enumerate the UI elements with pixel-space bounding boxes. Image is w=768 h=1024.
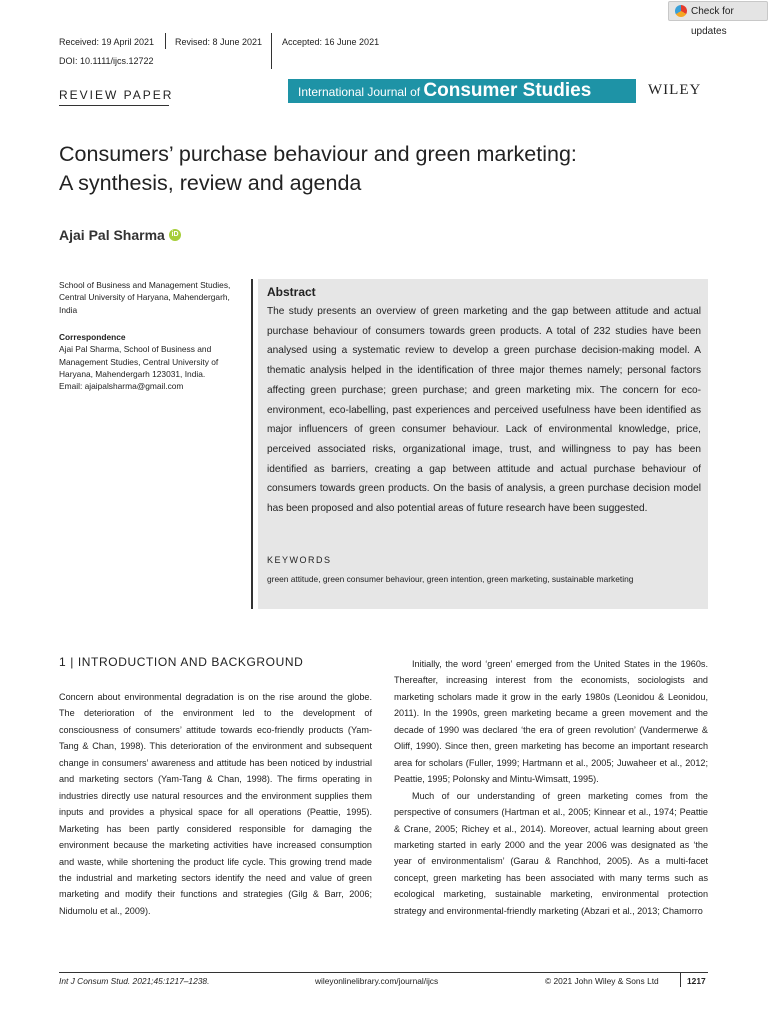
author-name[interactable]: Ajai Pal Sharma [59,227,165,243]
keywords-heading: KEYWORDS [267,555,332,565]
email[interactable]: Email: ajaipalsharma@gmail.com [59,381,184,392]
page-number: 1217 [687,976,706,986]
footer-divider [680,973,681,987]
section-label-underline [59,105,169,106]
revised-date: Revised: 8 June 2021 [175,37,263,47]
paragraph: Initially, the word ‘green’ emerged from the United States in the 1960s. Thereafter, increasing interest from the economists, sociologists and marketing scholars made it grow in the early 1980s (Leonidou & Leonidou, 2011). In the 1990s, green marketing became a green movement and the decade of 1990 was declared ‘the era of green revolution’ (Vandermerwe & Oliff, 1990). Since then, green marketing has become an important research area for scholars (Fuller, 1999; Hartmann et al., 2005; Juwaheer et al., 2012; Peattie, 1995; Polonsky and Mintu-Wimsatt, 1995). [394,659,708,785]
meta-divider [271,33,272,69]
footer-url[interactable]: wileyonlinelibrary.com/journal/ijcs [315,976,439,986]
crossmark-icon [675,5,687,17]
orcid-icon[interactable]: iD [169,229,181,241]
body-column-right [394,656,708,919]
check-for-updates-label: Check for updates [691,6,734,37]
abstract-rule [251,279,253,609]
paragraph: Concern about environmental degradation is on the rise around the globe. The deterioration of the environment led to the development of consciousness of consumers’ attitude towards eco-friendly products (Yam-Tang & Chan, 1998). This deterioration of the environment and subsequent change in consumers’ awareness and attitude has been noticed by industrial and marketing sectors (Yam-Tang & Chan, 1998). The firms operating in industries directly use natural resources and the environment supplies them inputs and provides a physical space for all operations (Peattie, 1995). Marketing has been partly considered responsible for damaging the environment because the marketing activities have increased consumption and waste, while shortening the product life cycle. This growing trend made the industrial and marketing sectors identify the need and value of green marketing and modify their functions and strategies (Gilg & Barr, 2006; Nidumolu et al., 2009). [59,692,372,916]
section-heading: 1 | INTRODUCTION AND BACKGROUND [59,655,304,669]
title-line-1: Consumers’ purchase behaviour and green marketing: [59,142,577,166]
correspondence-label: Correspondence [59,332,126,342]
article-title [59,140,679,198]
journal-name: Consumer Studies [423,80,592,101]
body-column-left [59,689,372,919]
received-date: Received: 19 April 2021 [59,37,155,47]
keywords-text: green attitude, green consumer behaviour, green intention, green marketing, sustainable marketing [267,574,634,584]
section-label: REVIEW PAPER [59,88,174,102]
paragraph: Much of our understanding of green marketing comes from the perspective of consumers (Hartman et al., 2005; Kinnear et al., 1974; Peattie & Crane, 2005; Richey et al., 2014). Moreover, actual learning about green marketing started in early 2000 and the year 2006 was designated as ‘the year of environmentalism’ (Garau & Ranchhod, 2005). As a multi-facet concept, green marketing has been associated with many terms such as ecological marketing, sustainable marketing, environmental protection strategy and environmental-friendly marketing (Abzari et al., 2013; Chamorro [394,790,708,916]
footer-rule [59,972,708,973]
footer-copyright: © 2021 John Wiley & Sons Ltd [545,976,659,986]
doi[interactable]: DOI: 10.1111/ijcs.12722 [59,56,154,66]
footer-citation: Int J Consum Stud. 2021;45:1217–1238. [59,976,210,986]
abstract-heading: Abstract [267,285,316,299]
correspondence-text: Ajai Pal Sharma, School of Business and Management Studies, Central University of Haryana, Mahendergarh 123031, India. [59,344,219,379]
check-for-updates-button[interactable] [668,1,768,37]
journal-prefix: International Journal of [298,85,424,99]
title-line-2: A synthesis, review and agenda [59,171,362,195]
journal-banner [288,79,636,103]
publisher-logo: WILEY [648,82,702,98]
affiliation: School of Business and Management Studies, Central University of Haryana, Mahendergarh, India [59,280,231,315]
accepted-date: Accepted: 16 June 2021 [282,37,380,47]
meta-divider [165,33,166,49]
abstract-text: The study presents an overview of green marketing and the gap between attitude and actual purchase behaviour of consumers towards green products. A total of 232 studies have been analysed using a systematic review to develop a green purchase decision-making model. A thematic analysis helped in the identification of three major themes namely; personal factors affecting green purchase; green purchase; and green marketing mix. The concern for eco-environment, eco-labelling, past experiences and perceived usefulness have been identified as major influencers of green consumer behaviour. Lack of environmental knowledge, price, perceived associated risks, organizational image, trust, and willingness to pay has been identified as barriers, creating a gap between attitude and actual purchase behaviour of consumers towards green products. On the basis of analysis, a green purchase decision model has been proposed and also potential areas of future research have been suggested. [267,306,701,515]
correspondence [59,331,244,392]
